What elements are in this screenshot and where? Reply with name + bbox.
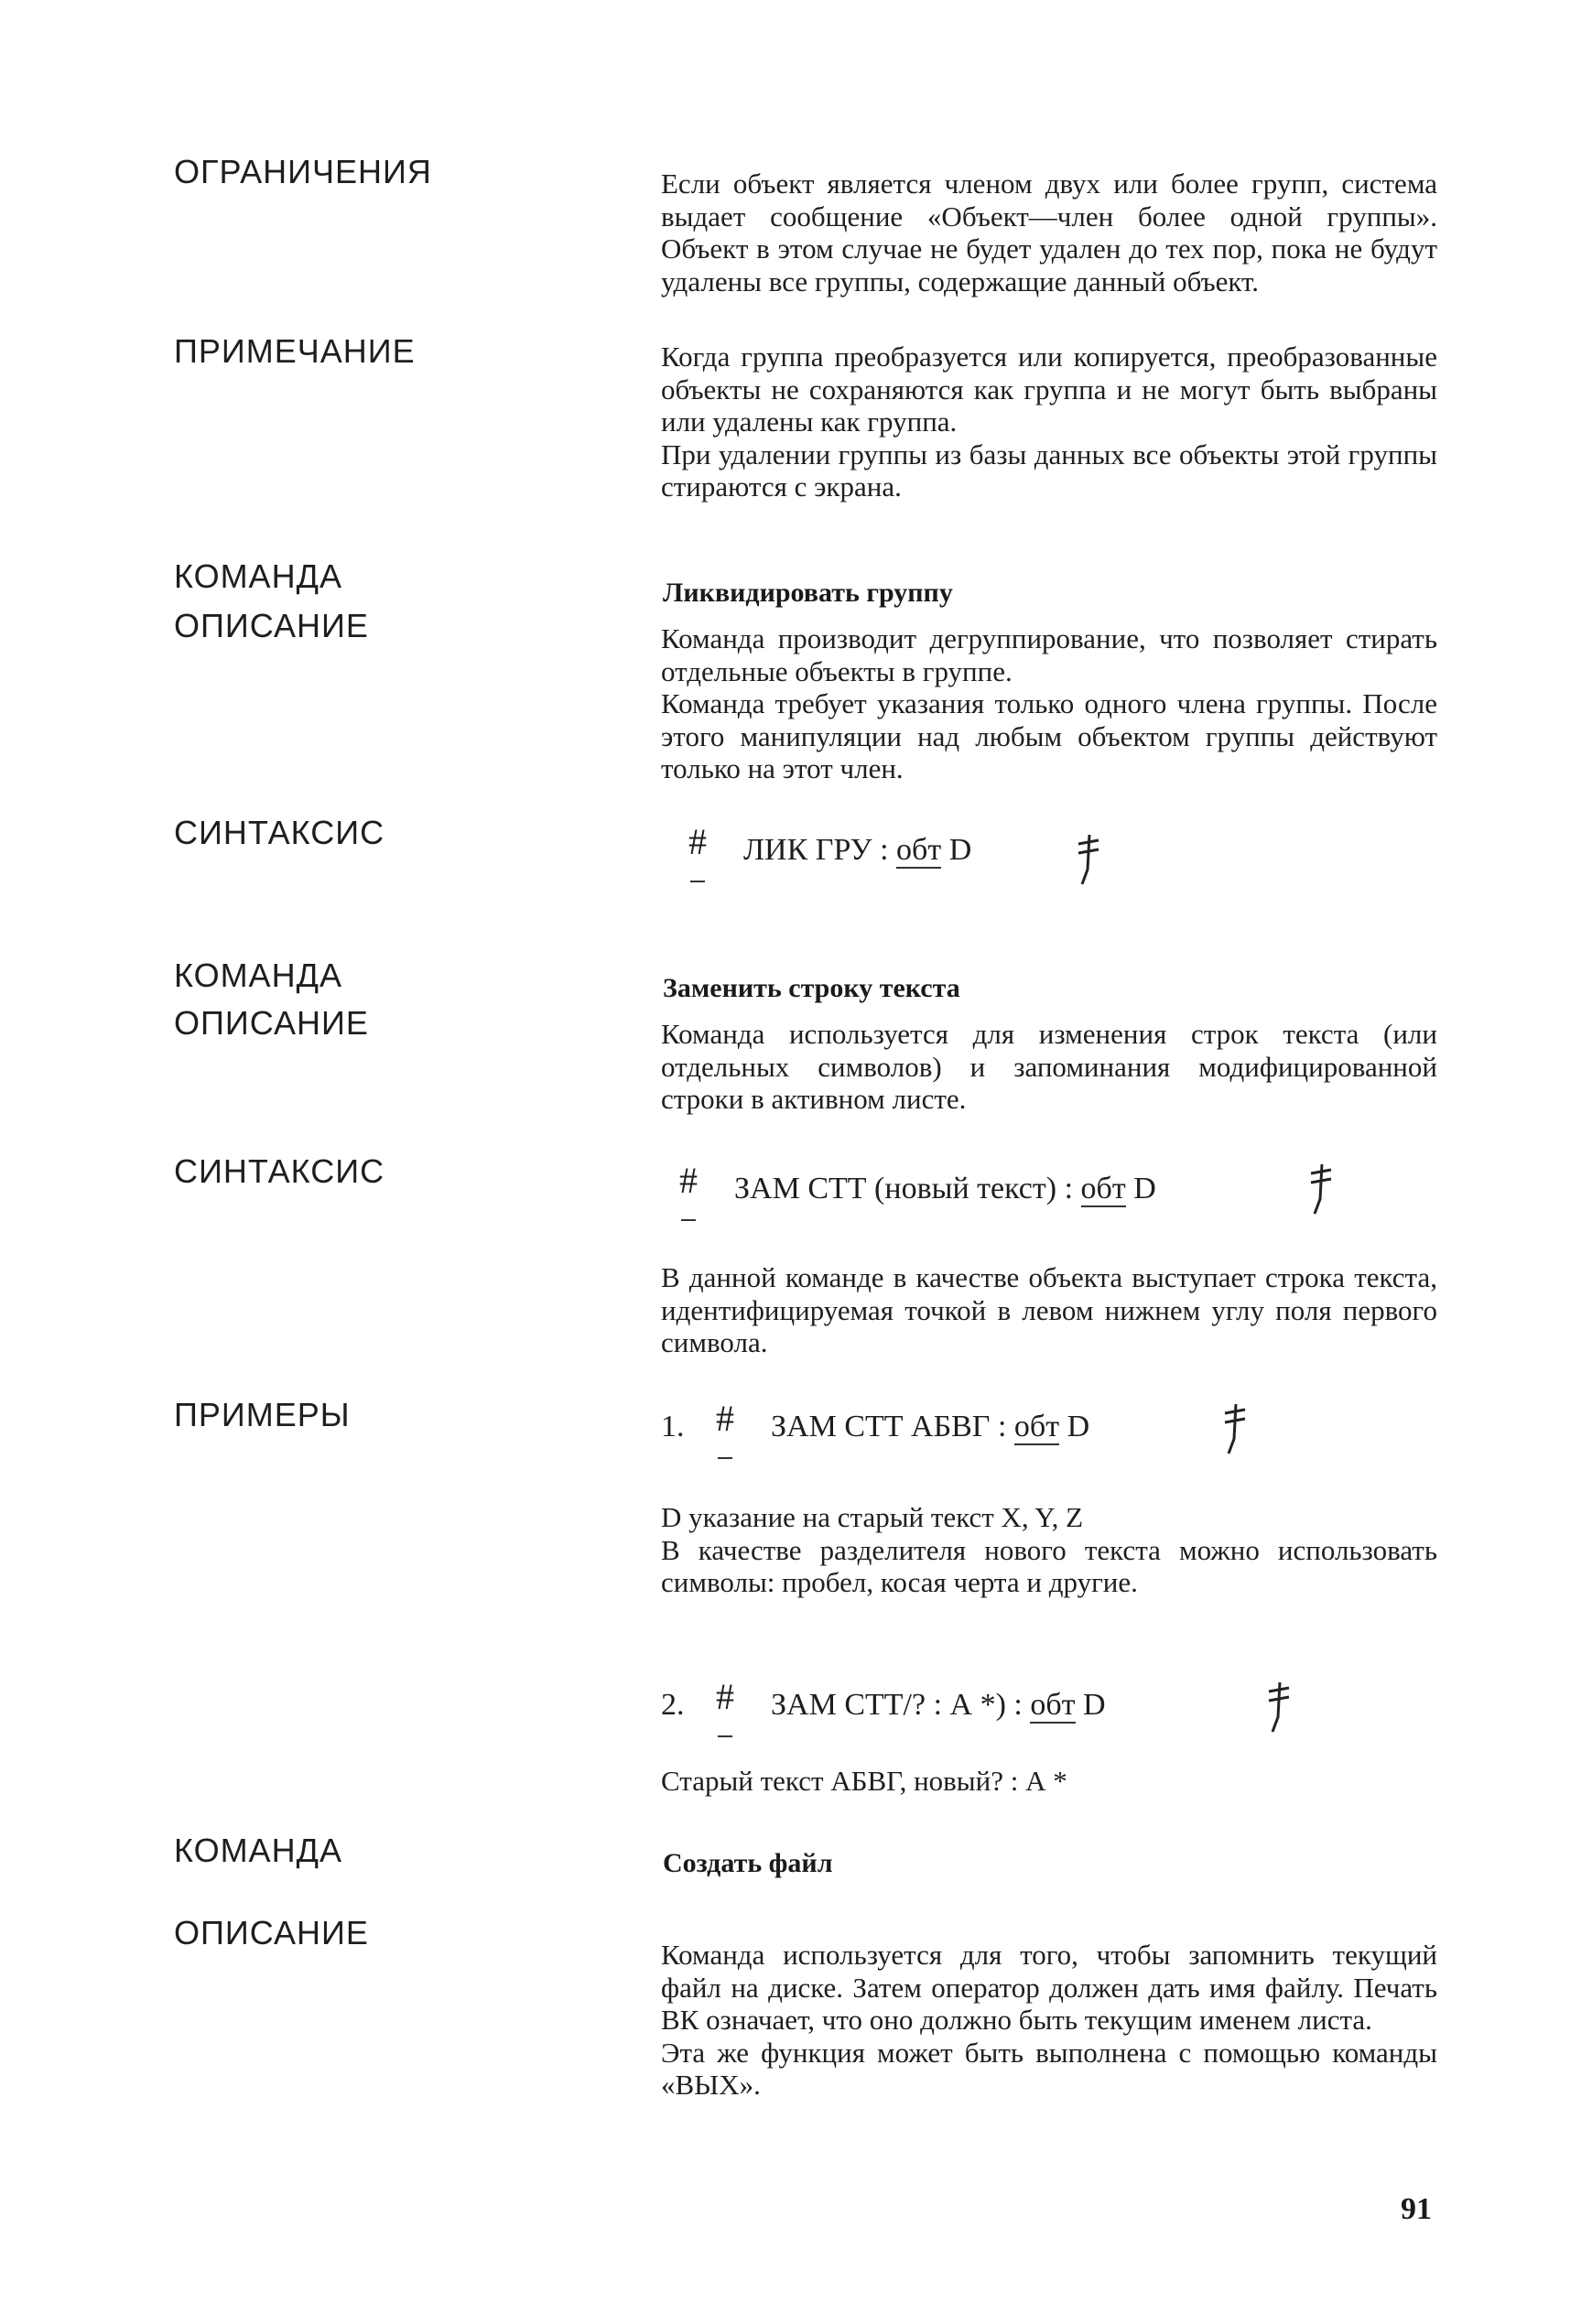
command-keyword: ЗАМ СТТ АБВГ	[771, 1410, 991, 1443]
label-description: ОПИСАНИЕ	[174, 607, 369, 644]
command-keyword: ЗАМ СТТ/? : А *)	[771, 1688, 1006, 1722]
hash-symbol: #	[716, 1670, 734, 1724]
terminator-icon	[1267, 1681, 1291, 1739]
paragraph: Старый текст АБВГ, новый? : А *	[661, 1765, 1067, 1797]
label-description: ОПИСАНИЕ	[174, 1914, 369, 1951]
hash-symbol: #	[679, 1153, 698, 1208]
label-syntax: СИНТАКСИС	[174, 814, 385, 851]
digitize-token: D	[1083, 1688, 1106, 1722]
command-title: Заменить строку текста	[663, 973, 960, 1003]
command-description	[661, 622, 1437, 785]
command-keyword: ЗАМ СТТ	[734, 1172, 867, 1205]
example-line	[661, 1397, 1089, 1470]
command-description	[661, 1018, 1437, 1116]
paragraph: D указание на старый текст X, Y, Z	[661, 1501, 1084, 1533]
object-token: обт	[1030, 1688, 1076, 1722]
paragraph: Когда группа преобразуется или копируется, преобразованные объекты не сохраняются как группа и не могут быть выбраны или удалены как группа.	[661, 340, 1437, 438]
note-text	[661, 340, 1437, 503]
digitize-token: D	[1133, 1172, 1156, 1205]
label-examples: ПРИМЕРЫ	[174, 1396, 351, 1433]
command-keyword: ЛИК ГРУ	[743, 833, 872, 867]
paragraph: В данной команде в качестве объекта выступает строка текста, идентифицируемая точкой в левом нижнем углу поля первого символа.	[661, 1261, 1437, 1358]
label-command: КОМАНДА	[174, 1832, 342, 1869]
command-description	[661, 1939, 1437, 2102]
command-title: Создать файл	[663, 1848, 833, 1878]
example-number: 2.	[661, 1688, 685, 1722]
command-title: Ликвидировать группу	[663, 578, 953, 608]
object-token: обт	[896, 833, 942, 867]
paragraph: Команда производит дегруппирование, что позволяет стирать отдельные объекты в группе.	[661, 622, 1437, 687]
paragraph: Команда используется для изменения строк текста (или отдельных символов) и запоминания модифицированной строки в активном листе.	[661, 1018, 1437, 1115]
restrictions-text	[661, 168, 1437, 297]
object-token: обт	[1080, 1172, 1126, 1205]
example-line	[661, 1675, 1106, 1748]
object-token: обт	[1013, 1410, 1060, 1443]
paragraph: Команда используется для того, чтобы запомнить текущий файл на диске. Затем оператор должен дать имя файлу. Печать ВК означает, что оно должно быть текущим именем листа.	[661, 1939, 1437, 2036]
colon: :	[1013, 1688, 1023, 1722]
colon: :	[1064, 1172, 1074, 1205]
paragraph: При удалении группы из базы данных все объекты этой группы стираются с экрана.	[661, 438, 1437, 503]
syntax-line	[679, 1159, 1156, 1232]
digitize-token: D	[948, 833, 972, 867]
label-command: КОМАНДА	[174, 557, 342, 595]
hash-symbol: #	[688, 815, 707, 870]
colon: :	[997, 1410, 1007, 1443]
hash-symbol: #	[716, 1391, 734, 1446]
colon: :	[880, 833, 889, 867]
label-note: ПРИМЕЧАНИЕ	[174, 332, 416, 370]
terminator-icon	[1309, 1162, 1333, 1221]
example-number: 1.	[661, 1410, 685, 1443]
example-note	[661, 1765, 1437, 1798]
digitize-token: D	[1067, 1410, 1090, 1443]
syntax-note	[661, 1261, 1437, 1359]
label-restrictions: ОГРАНИЧЕНИЯ	[174, 153, 432, 190]
argument-token: (новый текст)	[874, 1172, 1057, 1205]
paragraph: Эта же функция может быть выполнена с помощью команды «ВЫХ».	[661, 2036, 1437, 2101]
terminator-icon	[1077, 833, 1100, 892]
label-syntax: СИНТАКСИС	[174, 1152, 385, 1190]
label-command: КОМАНДА	[174, 957, 342, 994]
syntax-line	[688, 820, 971, 893]
paragraph: Если объект является членом двух или более групп, система выдает сообщение «Объект—член более одной группы». Объект в этом случае не будет удален до тех пор, пока не будут удалены все группы, содержащие данный объект.	[661, 168, 1437, 297]
paragraph: Команда требует указания только одного члена группы. После этого манипуляции над любым объектом группы действуют только на этот член.	[661, 687, 1437, 784]
page-number: 91	[1401, 2192, 1432, 2226]
paragraph: В качестве разделителя нового текста можно использовать символы: пробел, косая черта и другие.	[661, 1533, 1437, 1598]
example-note	[661, 1501, 1437, 1599]
terminator-icon	[1223, 1402, 1247, 1461]
label-description: ОПИСАНИЕ	[174, 1004, 369, 1042]
